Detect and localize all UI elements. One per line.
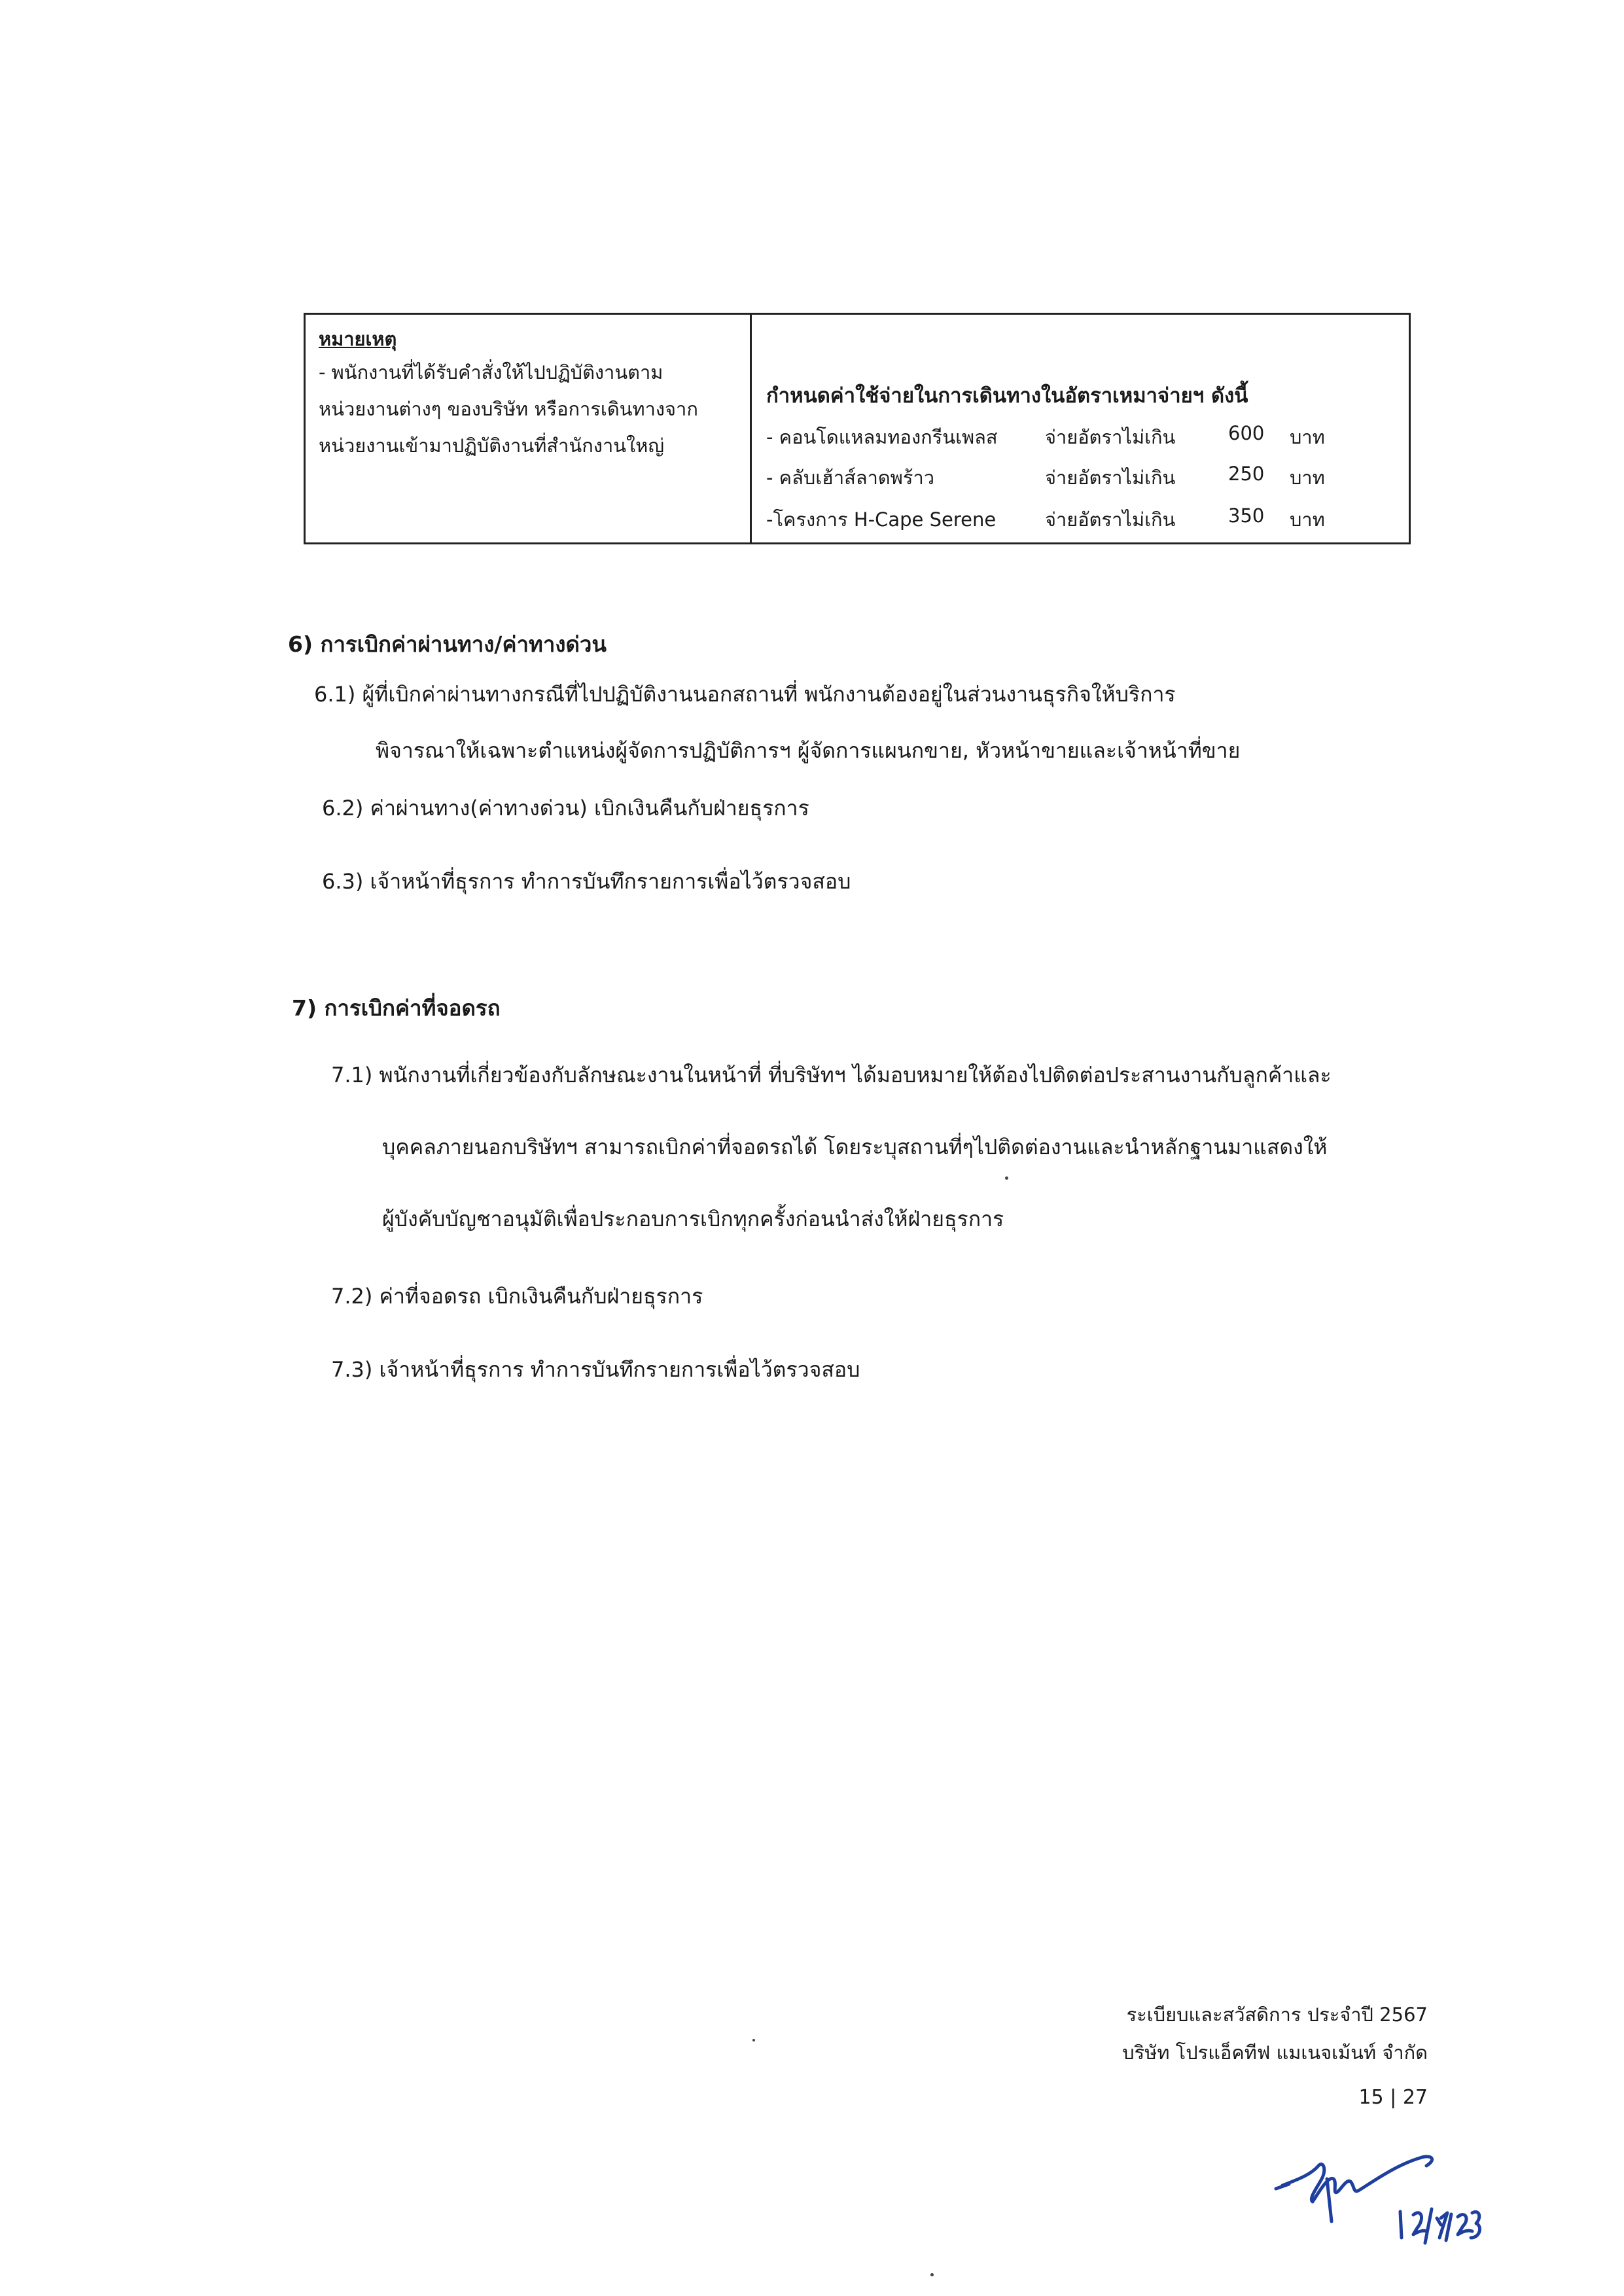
rate-condition: จ่ายอัตราไม่เกิน <box>1045 467 1176 489</box>
note-line: หน่วยงานต่างๆ ของบริษัท หรือการเดินทางจาก <box>319 398 698 420</box>
rate-amount: 600 <box>1228 422 1265 444</box>
rate-row <box>766 422 1355 459</box>
section-7-heading: 7) การเบิกค่าที่จอดรถ <box>292 995 501 1021</box>
rate-row <box>766 463 1355 499</box>
rates-heading: กำหนดค่าใช้จ่ายในการเดินทางในอัตราเหมาจ่ายฯ ดังนี้ <box>766 384 1248 408</box>
section-6-line: 6.1) ผู้ที่เบิกค่าผ่านทางกรณีที่ไปปฏิบัติงานนอกสถานที่ พนักงานต้องอยู่ในส่วนงานธุรกิจให้บริการ <box>314 682 1176 707</box>
footer-page-number: 15 | 27 <box>1358 2086 1428 2109</box>
rate-unit: บาท <box>1290 508 1325 531</box>
note-table <box>304 313 1411 544</box>
rate-unit: บาท <box>1290 467 1325 489</box>
section-6-line: 6.2) ค่าผ่านทาง(ค่าทางด่วน) เบิกเงินคืนกับฝ่ายธุรการ <box>322 796 809 821</box>
section-6-line: พิจารณาให้เฉพาะตำแหน่งผู้จัดการปฏิบัติการฯ ผู้จัดการแผนกขาย, หัวหน้าขายและเจ้าหน้าที่ขาย <box>376 738 1241 763</box>
scan-speck <box>930 2273 934 2276</box>
rate-place: - คอนโดแหลมทองกรีนเพลส <box>766 426 998 448</box>
note-line: - พนักงานที่ได้รับคำสั่งให้ไปปฏิบัติงานตาม <box>319 361 663 383</box>
footer-policy-title: ระเบียบและสวัสดิการ ประจำปี 2567 <box>1126 2004 1428 2026</box>
section-6-line: 6.3) เจ้าหน้าที่ธุรการ ทำการบันทึกรายการเพื่อไว้ตรวจสอบ <box>322 869 851 894</box>
section-7-line: บุคคลภายนอกบริษัทฯ สามารถเบิกค่าที่จอดรถได้ โดยระบุสถานที่ๆไปติดต่องานและนำหลักฐานมาแสดงให้ <box>382 1135 1328 1159</box>
section-7-line: ผู้บังคับบัญชาอนุมัติเพื่อประกอบการเบิกทุกครั้งก่อนนำส่งให้ฝ่ายธุรการ <box>382 1207 1004 1231</box>
note-title: หมายเหตุ <box>319 328 397 350</box>
note-cell <box>306 315 752 542</box>
section-6-heading: 6) การเบิกค่าผ่านทาง/ค่าทางด่วน <box>288 631 607 657</box>
rate-place: - คลับเฮ้าส์ลาดพร้าว <box>766 467 935 489</box>
scan-speck <box>752 2039 755 2041</box>
handwritten-signature <box>1269 2140 1485 2270</box>
section-7-line: 7.2) ค่าที่จอดรถ เบิกเงินคืนกับฝ่ายธุรการ <box>331 1284 703 1309</box>
rate-amount: 350 <box>1228 504 1265 527</box>
footer-company: บริษัท โปรแอ็คทีฟ แมเนจเม้นท์ จำกัด <box>1122 2041 1428 2064</box>
rate-amount: 250 <box>1228 463 1265 485</box>
note-line: หน่วยงานเข้ามาปฏิบัติงานที่สำนักงานใหญ่ <box>319 434 665 457</box>
rate-row <box>766 504 1355 541</box>
rate-place: -โครงการ H-Cape Serene <box>766 508 997 531</box>
rates-cell <box>752 315 1409 542</box>
rate-unit: บาท <box>1290 426 1325 448</box>
rate-condition: จ่ายอัตราไม่เกิน <box>1045 426 1176 448</box>
section-7-line: 7.3) เจ้าหน้าที่ธุรการ ทำการบันทึกรายการเพื่อไว้ตรวจสอบ <box>331 1357 860 1382</box>
scan-speck <box>1005 1176 1008 1180</box>
section-7-line: 7.1) พนักงานที่เกี่ยวข้องกับลักษณะงานในหน้าที่ ที่บริษัทฯ ได้มอบหมายให้ต้องไปติดต่อประสานงานกับลูกค้าและ <box>331 1063 1332 1087</box>
rate-condition: จ่ายอัตราไม่เกิน <box>1045 508 1176 531</box>
